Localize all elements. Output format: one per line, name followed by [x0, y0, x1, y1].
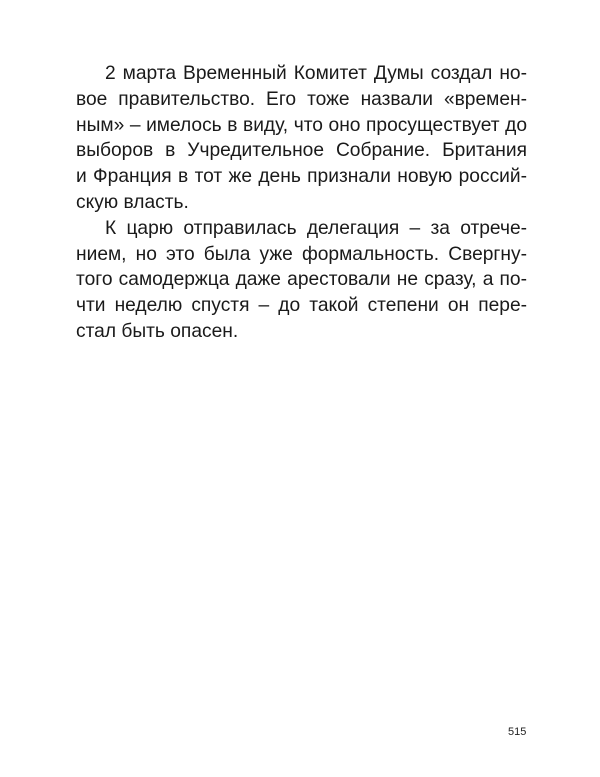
text-line: вое правительство. Его тоже назвали «времен-: [76, 88, 527, 110]
text-line: 2 марта Временный Комитет Думы создал но-: [105, 63, 527, 84]
text-line: того самодержца даже арестовали не сразу, а по-: [76, 269, 527, 291]
paragraph-2: [76, 216, 527, 345]
text-line: выборов в Учредительное Собрание. Британия: [76, 140, 527, 162]
text-line: стал быть опасен.: [76, 320, 239, 342]
text-line: скую власть.: [76, 191, 189, 213]
text-line: чти неделю спустя – до такой степени он пере-: [76, 295, 527, 317]
text-line: и Франция в тот же день признали новую россий-: [76, 166, 527, 188]
body-text: [76, 61, 527, 345]
text-line: ным» – имелось в виду, что оно просуществует до: [76, 114, 527, 136]
text-line: нием, но это была уже формальность. Свергну-: [76, 243, 527, 265]
paragraph-1: [76, 61, 527, 216]
page-number: 515: [508, 726, 527, 738]
text-line: К царю отправилась делегация – за отрече-: [105, 217, 527, 239]
